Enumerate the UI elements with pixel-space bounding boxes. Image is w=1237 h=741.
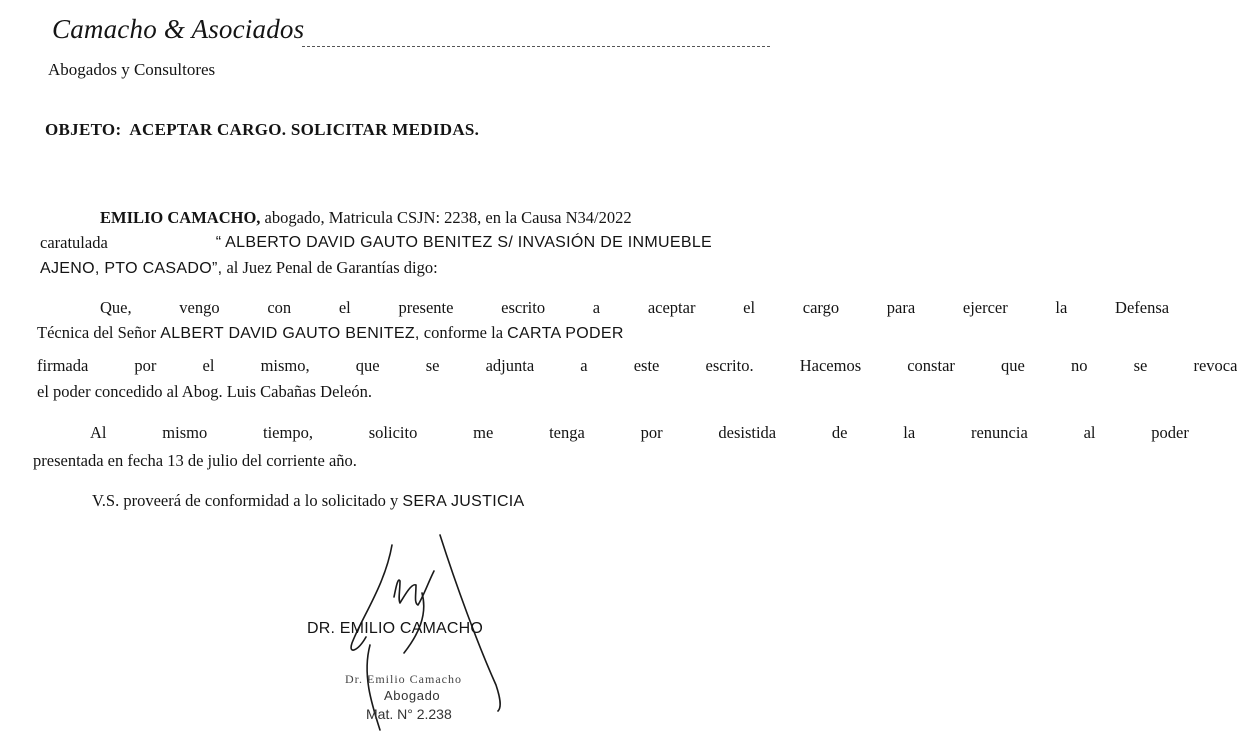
firm-name: Camacho & Asociados <box>52 14 305 44</box>
p2-line-4-text: el poder concedido al Abog. Luis Cabañas Deleón. <box>37 382 372 401</box>
p3-line-2-text: presentada en fecha 13 de julio del corriente año. <box>33 451 357 470</box>
p2-line-2-c: conforme la <box>423 323 504 342</box>
objeto-label: OBJETO: <box>45 120 122 139</box>
p1-line-2 <box>40 233 712 253</box>
objeto-heading <box>45 120 479 140</box>
p2-line-3-text: firmada por el mismo, que se adjunta a este escrito. Hacemos constar que no se revoca <box>37 356 1237 375</box>
case-title: “ ALBERTO DAVID GAUTO BENITEZ S/ INVASIÓN DE INMUEBLE <box>215 234 712 251</box>
sera-justicia: SERA JUSTICIA <box>402 493 525 510</box>
p3-line-2 <box>33 451 357 471</box>
p2-line-2 <box>37 323 624 344</box>
firm-subtitle: Abogados y Consultores <box>48 60 216 79</box>
p2-line-1 <box>100 298 1170 318</box>
p4-text: V.S. proveerá de conformidad a lo solicitado y <box>92 491 399 510</box>
p3-line-1 <box>90 423 1189 443</box>
stamp-role: Abogado <box>384 688 441 703</box>
case-title-cont: AJENO, PTO CASADO”, <box>40 260 223 277</box>
header-rule <box>302 46 770 47</box>
objeto-text: ACEPTAR CARGO. SOLICITAR MEDIDAS. <box>129 120 480 139</box>
stamp-matricula: Mat. N° 2.238 <box>366 706 452 722</box>
stamp-name: Dr. Emilio Camacho <box>345 672 462 686</box>
p2-line-4 <box>37 382 372 402</box>
p2-line-1-text: Que, vengo con el presente escrito a aceptar el cargo para ejercer la Defensa <box>100 298 1170 317</box>
p1-line-1 <box>100 208 632 228</box>
lawyer-name: EMILIO CAMACHO, <box>100 208 261 227</box>
p2-line-3 <box>37 356 1237 376</box>
client-name: ALBERT DAVID GAUTO BENITEZ, <box>160 325 420 342</box>
p1-line-2-a: caratulada <box>40 233 108 252</box>
p4-line <box>92 491 525 512</box>
p1-line-3 <box>40 258 438 279</box>
p2-line-2-a: Técnica del Señor <box>37 323 157 342</box>
p3-line-1-text: Al mismo tiempo, solicito me tenga por desistida de la renuncia al poder <box>90 423 1189 442</box>
p1-line-3-b: al Juez Penal de Garantías digo: <box>226 258 438 277</box>
carta-poder: CARTA PODER <box>507 325 624 342</box>
p1-line-1-text: abogado, Matricula CSJN: 2238, en la Causa N34/2022 <box>264 208 632 227</box>
signature-name: DR. EMILIO CAMACHO <box>307 620 484 637</box>
